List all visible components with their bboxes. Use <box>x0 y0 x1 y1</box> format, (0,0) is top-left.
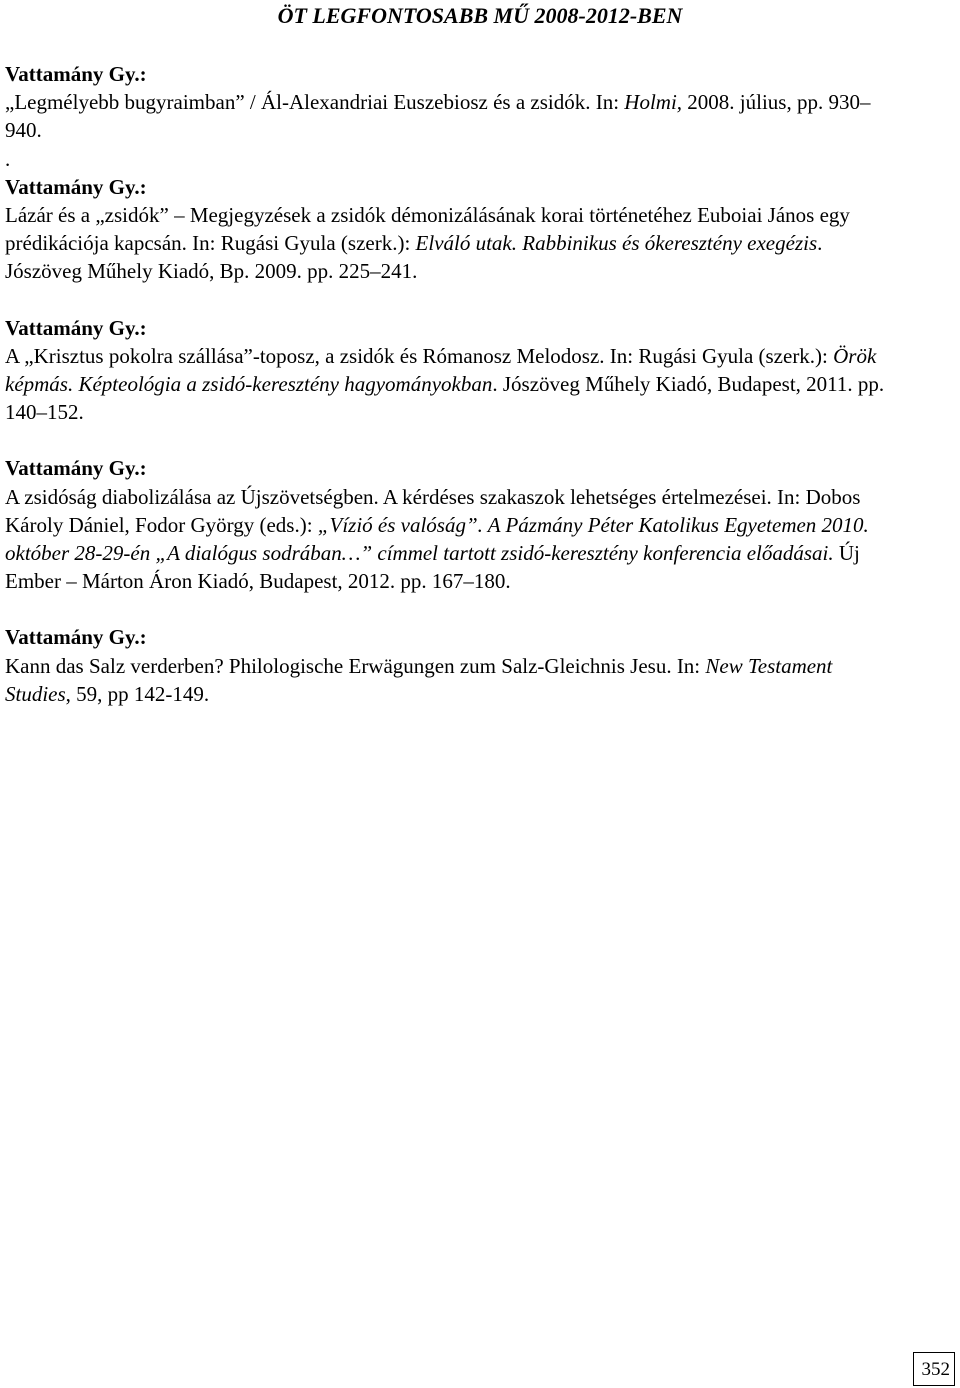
entry-citation: „Legmélyebb bugyraimban” / Ál-Alexandriai Euszebiosz és a zsidók. In: Holmi, 2008. július, pp. 930–940. <box>5 90 871 143</box>
entry-author: Vattamány Gy.: <box>5 174 147 199</box>
page-number: 352 <box>913 1352 956 1386</box>
entry-author: Vattamány Gy.: <box>5 456 147 481</box>
entry-author: Vattamány Gy.: <box>5 315 147 340</box>
bibliography-entry <box>5 623 885 708</box>
page-title: ÖT LEGFONTOSABB MŰ 2008-2012-BEN <box>277 3 683 28</box>
entry-citation: Lázár és a „zsidók” – Megjegyzések a zsidók démonizálásának korai történetéhez Euboiai János egy prédikációja kapcsán. In: Rugási Gyula (szerk.): Elváló utak. Rabbinikus és ókeresztény exegézis. Jószöveg Műhely Kiadó, Bp. 2009. pp. 225–241. <box>5 203 850 284</box>
bibliography-entry <box>5 454 885 595</box>
bibliography-list <box>5 60 885 736</box>
entry-author: Vattamány Gy.: <box>5 62 147 86</box>
entry-trailer: . <box>5 146 11 171</box>
entry-author: Vattamány Gy.: <box>5 625 147 650</box>
bibliography-entry <box>5 314 885 427</box>
bibliography-entry <box>5 60 885 173</box>
entry-citation: A zsidóság diabolizálása az Újszövetségben. A kérdéses szakaszok lehetséges értelmezései. In: Dobos Károly Dániel, Fodor György (eds.): „Vízió és valóság”. A Pázmány Péter Katolikus Egyetemen 2010. október 28-29-én „A dialógus sodrában…” címmel tartott zsidó-keresztény konferencia előadásai. Új Ember – Márton Áron Kiadó, Budapest, 2012. pp. 167–180. <box>5 484 869 594</box>
bibliography-entry <box>5 173 885 286</box>
entry-citation: A „Krisztus pokolra szállása”-toposz, a zsidók és Rómanosz Melodosz. In: Rugási Gyula (szerk.): Örök képmás. Képteológia a zsidó-keresztény hagyományokban. Jószöveg Műhely Kiadó, Budapest, 2011. pp. 140–152. <box>5 343 885 425</box>
entry-citation: Kann das Salz verderben? Philologische Erwägungen zum Salz-Gleichnis Jesu. In: New Testament Studies, 59, pp 142-149. <box>5 653 833 706</box>
